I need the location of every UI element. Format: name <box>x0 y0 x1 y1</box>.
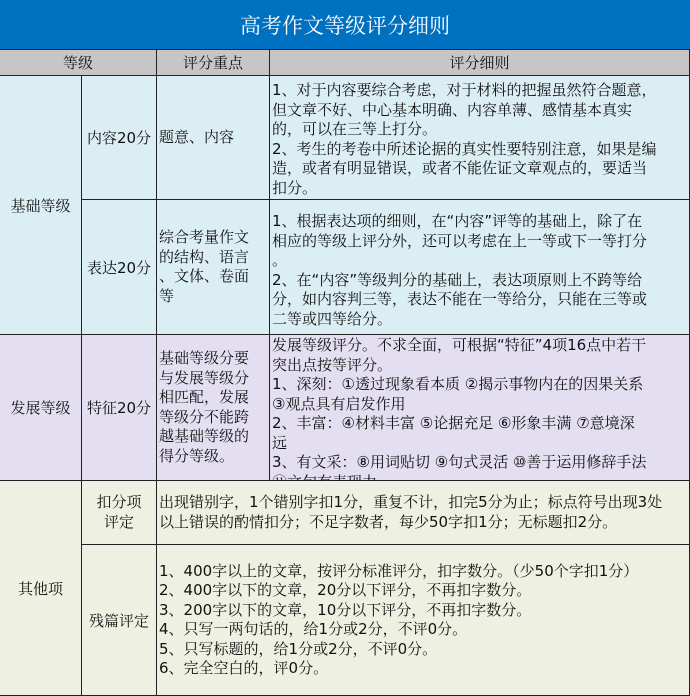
text-line: 、文体、卷面 <box>159 267 250 285</box>
text-line: 得分等级。 <box>159 446 235 465</box>
text-line: ③观点具有启发作用 <box>272 394 406 413</box>
row-item: 残篇评定 <box>82 545 157 696</box>
row-detail <box>270 76 690 200</box>
header-detail: 评分细则 <box>270 50 690 76</box>
group-develop: 发展等级 <box>0 335 82 481</box>
row-item: 特征20分 <box>82 335 157 481</box>
text-line: 发展等级评分。不求全面，可根据“特征”4项16点中若干 <box>272 336 647 354</box>
table-title: 高考作文等级评分细则 <box>0 0 690 50</box>
text-line: 的结构、语言 <box>159 247 250 266</box>
text-line: 1、深刻：①透过现象看本质 ②揭示事物内在的因果关系 <box>272 375 644 393</box>
text-line: 2、在“内容”等级判分的基础上，表达项原则上不跨等给 <box>272 270 643 289</box>
group-other: 其他项 <box>0 481 82 696</box>
text-line: 3、200字以下的文章，10分以下评分，不再扣字数分。 <box>159 600 532 619</box>
text-line: 综合考量作文 <box>159 228 250 246</box>
row-detail <box>157 481 690 545</box>
text-line: 5、只写标题的，给1分或2分，不评0分。 <box>159 639 438 658</box>
row-focus <box>157 76 270 200</box>
row-item: 表达20分 <box>82 200 157 335</box>
text-line: 二等或四等给分。 <box>272 309 393 328</box>
header-focus: 评分重点 <box>157 50 270 76</box>
text-line: 等 <box>159 286 175 305</box>
row-detail <box>270 335 690 481</box>
text-line: 但文章不好、中心基本明确、内容单薄、感情基本真实 <box>272 100 633 119</box>
text-line: 1、根据表达项的细则，在“内容”评等的基础上，除了在 <box>272 212 643 230</box>
text-line: 评定 <box>103 512 134 531</box>
text-line: 基础等级分要 <box>159 349 250 367</box>
text-line: 1、对于内容要综合考虑，对于材料的把握虽然符合题意， <box>272 81 657 99</box>
text-line: 的，可以在三等上打分。 <box>272 120 438 138</box>
row-focus <box>157 200 270 335</box>
text-line: 分，如内容判三等，表达不能在一等给分，只能在三等或 <box>272 290 648 308</box>
row-item: 内容20分 <box>82 76 157 200</box>
text-line: 6、完全空白的，评0分。 <box>159 659 329 677</box>
header-grade: 等级 <box>0 50 157 76</box>
text-line: 3、有文采：⑧用词贴切 ⑨句式灵活 ⑩善于运用修辞手法 <box>272 453 647 471</box>
text-line: 2、考生的考卷中所述论据的真实性要特别注意，如果是编 <box>272 139 657 158</box>
row-focus <box>157 335 270 481</box>
text-line: 2、丰富：④材料丰富 ⑤论据充足 ⑥形象丰满 ⑦意境深 <box>272 414 635 432</box>
text-line: 1、400字以上的文章，按评分标准评分，扣字数分。（少50个字扣1分） <box>159 561 639 580</box>
text-line: 造，或者有明显错误，或者不能佐证文章观点的，要适当 <box>272 159 648 177</box>
text-line: 题意、内容 <box>159 127 235 146</box>
text-line: 4、只写一两句话的，给1分或2分，不评0分。 <box>159 620 468 638</box>
row-item <box>82 481 157 545</box>
text-line: 。 <box>272 251 288 269</box>
text-line: 等级分不能跨 <box>159 407 250 426</box>
group-basic: 基础等级 <box>0 76 82 335</box>
row-detail <box>157 545 690 696</box>
text-line: 与发展等级分 <box>159 368 250 387</box>
text-line: 以上错误的酌情扣分；不足字数者，每少50字扣1分；无标题扣2分。 <box>159 512 618 531</box>
text-line: 突出点按等评分。 <box>272 355 393 374</box>
text-line: 越基础等级的 <box>159 427 250 445</box>
row-detail <box>270 200 690 335</box>
text-line: 扣分。 <box>272 178 318 197</box>
text-line: 出现错别字，1个错别字扣1分，重复不计，扣完5分为止；标点符号出现3处 <box>159 493 663 511</box>
text-line: 相匹配，发展 <box>159 388 250 406</box>
text-line: 远 <box>272 433 288 452</box>
text-line: 2、400字以下的文章，20分以下评分，不再扣字数分。 <box>159 581 532 599</box>
text-line: 相应的等级上评分外，还可以考虑在上一等或下一等打分 <box>272 231 648 250</box>
text-line: 扣分项 <box>96 493 142 511</box>
